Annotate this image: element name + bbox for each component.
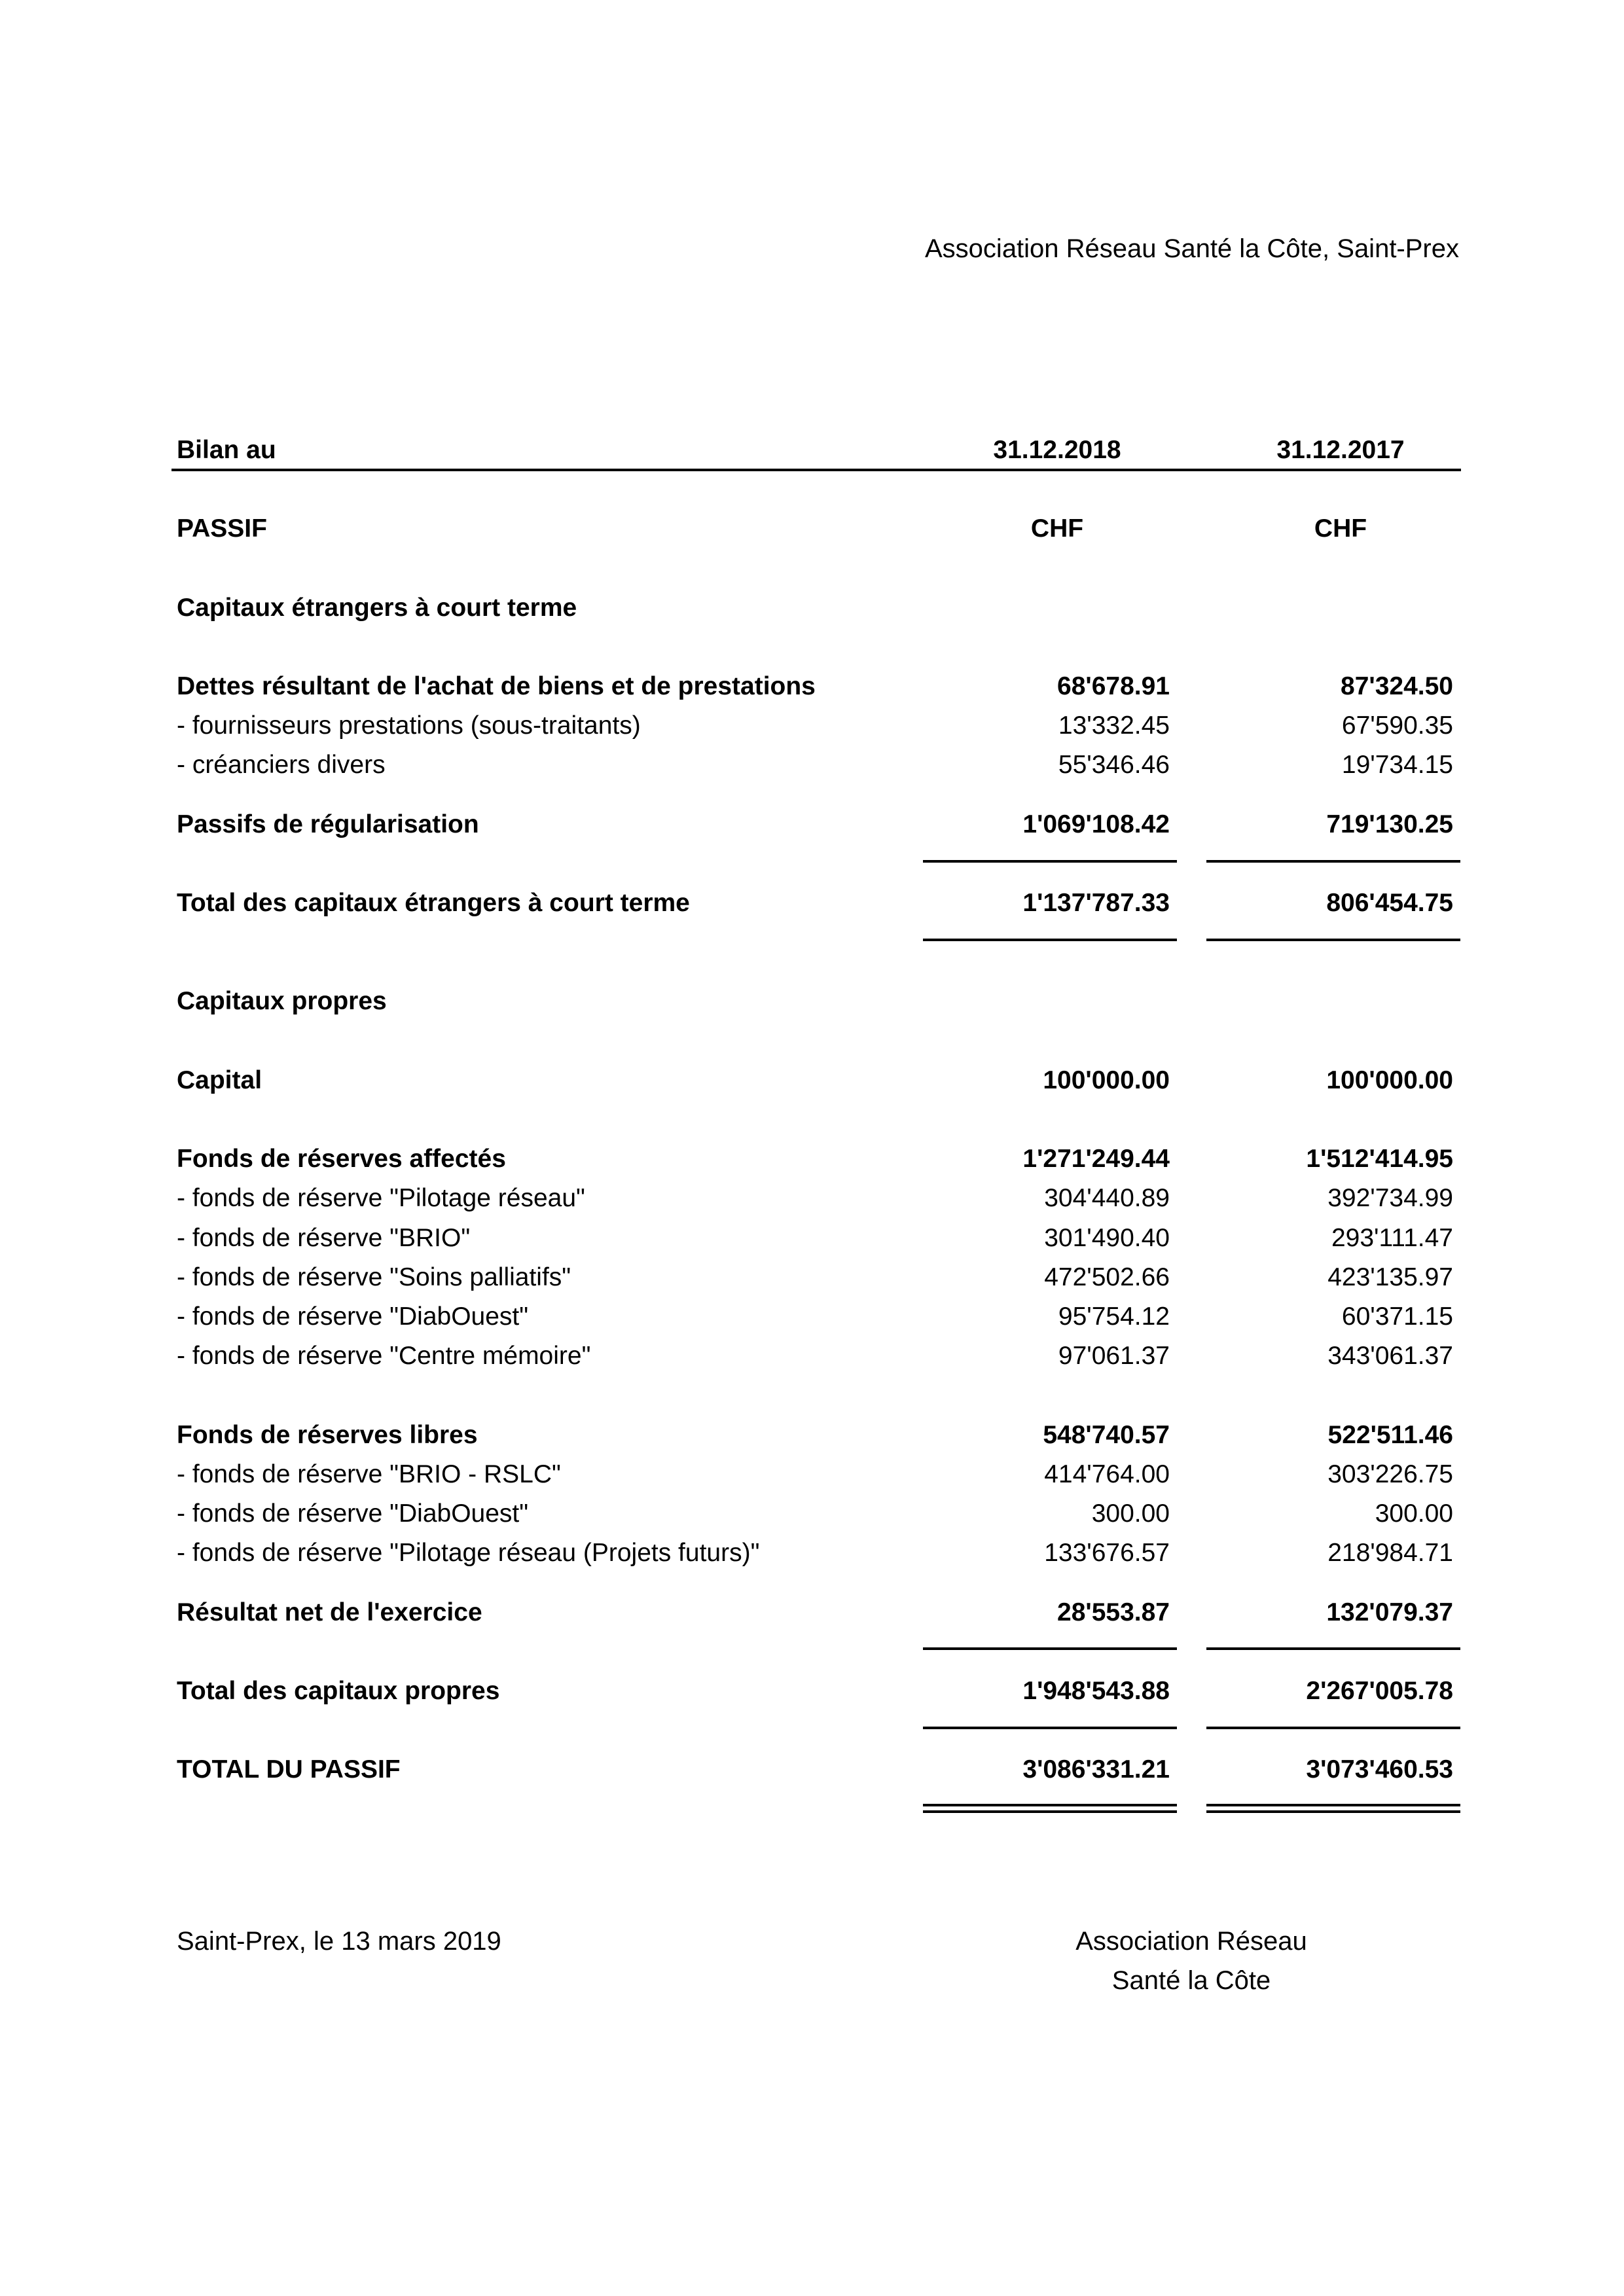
subtotal-rule	[923, 1727, 1177, 1729]
table-row: - fonds de réserve "BRIO" 301'490.40 293'111.47	[177, 1224, 1453, 1252]
place-date: Saint-Prex, le 13 mars 2019	[177, 1927, 501, 1956]
table-row: - fonds de réserve "Centre mémoire" 97'061.37 343'061.37	[177, 1342, 1453, 1370]
total-rule	[1206, 939, 1460, 941]
subtotal-rule	[923, 1647, 1177, 1650]
table-row: Total des capitaux propres 1'948'543.88 2'267'005.78	[177, 1677, 1453, 1705]
table-row: TOTAL DU PASSIF 3'086'331.21 3'073'460.53	[177, 1755, 1453, 1784]
section-row	[0, 509, 1624, 548]
table-row: - créanciers divers 55'346.46 19'734.15	[177, 751, 1453, 779]
subtotal-rule	[923, 860, 1177, 863]
subtotal-rule	[1206, 1727, 1460, 1729]
organization-header: Association Réseau Santé la Côte, Saint-Prex	[925, 234, 1459, 263]
header-rule	[171, 469, 1461, 471]
table-row: Capitaux propres	[177, 987, 387, 1015]
table-row: Capitaux étrangers à court terme	[177, 594, 577, 622]
double-rule-bottom	[923, 1810, 1177, 1813]
table-row: - fonds de réserve "Pilotage réseau" 304'440.89 392'734.99	[177, 1184, 1453, 1212]
table-row: Dettes résultant de l'achat de biens et de prestations 68'678.91 87'324.50	[177, 672, 1453, 700]
currency-2018: CHF	[1030, 514, 1084, 543]
double-rule-bottom	[1206, 1810, 1460, 1813]
double-rule-top	[1206, 1804, 1460, 1806]
table-row: - fonds de réserve "Soins palliatifs" 472'502.66 423'135.97	[177, 1263, 1453, 1291]
table-row: Passifs de régularisation 1'069'108.42 719'130.25	[177, 810, 1453, 838]
table-row: - fonds de réserve "DiabOuest" 95'754.12 60'371.15	[177, 1302, 1453, 1331]
section-label: PASSIF	[177, 514, 267, 543]
subtotal-rule	[1206, 1647, 1460, 1650]
currency-2017: CHF	[1314, 514, 1367, 543]
table-row: Total des capitaux étrangers à court terme 1'137'787.33 806'454.75	[177, 889, 1453, 917]
total-rule	[923, 939, 1177, 941]
table-row: Résultat net de l'exercice 28'553.87 132'079.37	[177, 1598, 1453, 1626]
signature-line-1: Association Réseau	[1075, 1927, 1307, 1956]
table-header	[0, 431, 1624, 470]
column-2018-header: 31.12.2018	[993, 436, 1121, 464]
table-row: - fournisseurs prestations (sous-traitants) 13'332.45 67'590.35	[177, 711, 1453, 740]
table-row: Capital 100'000.00 100'000.00	[177, 1066, 1453, 1094]
signature-line-2: Santé la Côte	[1111, 1966, 1271, 1995]
table-row: - fonds de réserve "BRIO - RSLC" 414'764.00 303'226.75	[177, 1460, 1453, 1488]
table-row: Fonds de réserves affectés 1'271'249.44 1'512'414.95	[177, 1145, 1453, 1173]
subtotal-rule	[1206, 860, 1460, 863]
double-rule-top	[923, 1804, 1177, 1806]
table-row: Fonds de réserves libres 548'740.57 522'511.46	[177, 1421, 1453, 1449]
column-2017-header: 31.12.2017	[1276, 436, 1405, 464]
table-row: - fonds de réserve "DiabOuest" 300.00 300.00	[177, 1499, 1453, 1528]
table-row: - fonds de réserve "Pilotage réseau (Projets futurs)" 133'676.57 218'984.71	[177, 1539, 1453, 1567]
table-title: Bilan au	[177, 436, 276, 464]
